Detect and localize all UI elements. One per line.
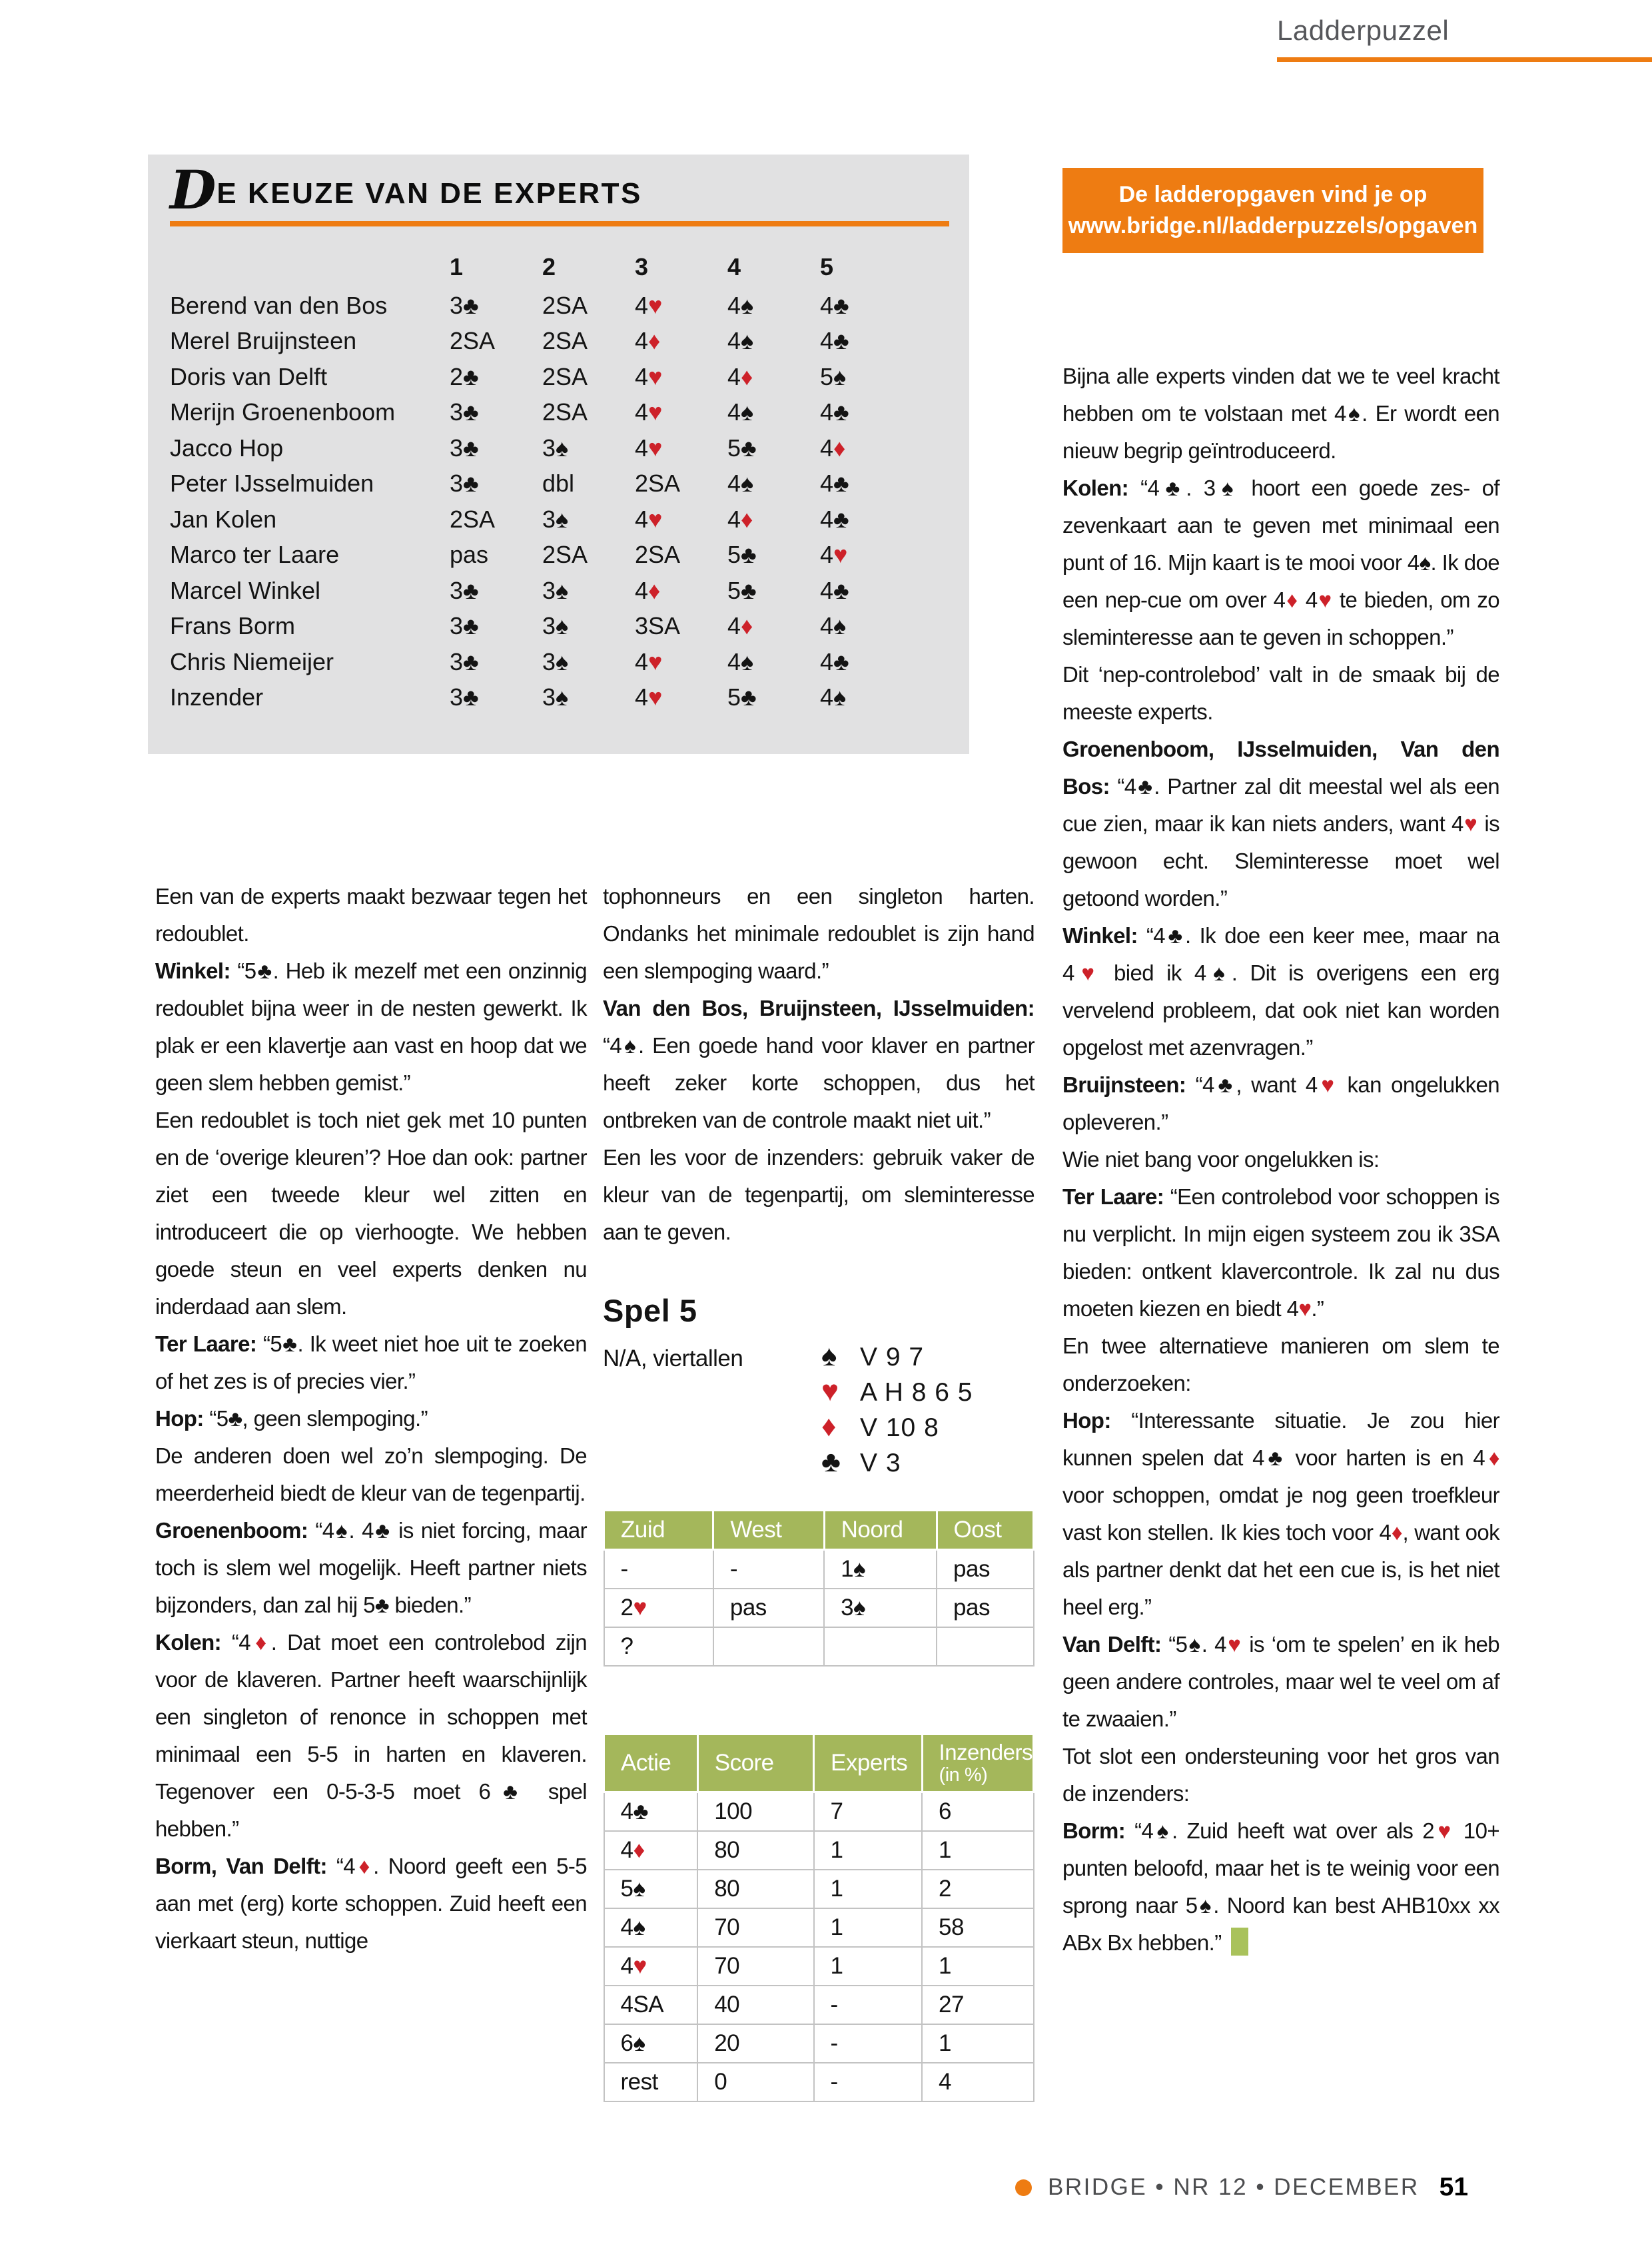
expert-name: Chris Niemeijer: [170, 647, 334, 675]
red-suit-symbol: ♦: [355, 1854, 374, 1878]
results-cell: 100: [697, 1792, 813, 1832]
experts-panel: [148, 155, 969, 754]
red-suit-symbol: ♦: [633, 1837, 645, 1863]
paragraph: Bijna alle experts vinden dat we te veel kracht hebben om te volstaan met 4♠. Er wordt een nieuw begrip geïntroduceerd.: [1062, 364, 1499, 463]
speaker-name: Winkel:: [155, 958, 230, 983]
suit-icon: ♣: [821, 1445, 841, 1478]
expert-row: [170, 609, 969, 645]
speaker-name: Groenenboom, IJsselmuiden, Van den Bos:: [1062, 737, 1499, 799]
bid-cell: 3♣: [450, 647, 479, 675]
bid-cell: 4♦: [727, 505, 753, 533]
bid-cell: ?: [604, 1627, 713, 1666]
bid-cell: 3♣: [450, 612, 479, 640]
red-suit-symbol: ♦: [250, 1630, 271, 1655]
bid-cell: 3♣: [450, 470, 479, 498]
paragraph: Een van de experts maakt bezwaar tegen het redoublet.: [155, 884, 587, 946]
bid-cell: 4♦: [727, 612, 753, 640]
bid-round-number: 1: [450, 253, 464, 280]
suit-icon: [821, 1373, 860, 1410]
expert-name: Berend van den Bos: [170, 291, 388, 319]
expert-row: [170, 573, 969, 609]
expert-name: Jan Kolen: [170, 505, 277, 533]
speaker-name: Borm, Van Delft:: [155, 1854, 327, 1878]
bid-cell: 4♠: [727, 470, 754, 498]
red-suit-symbol: ♥: [633, 1595, 647, 1621]
bid-cell: [713, 1627, 824, 1666]
seat-header: Noord: [824, 1511, 937, 1550]
bid-cell: 1♠: [824, 1550, 937, 1589]
expert-row: [170, 680, 969, 716]
expert-row: [170, 538, 969, 573]
results-cell: 0: [697, 2063, 813, 2101]
bid-cell: -: [604, 1550, 713, 1589]
speaker-name: Kolen:: [1062, 476, 1129, 500]
results-cell: 58: [922, 1908, 1033, 1947]
bid-round-number: 4: [727, 253, 741, 280]
bid-cell: 5♣: [727, 576, 757, 604]
expert-name: Merel Bruijnsteen: [170, 327, 357, 355]
bid-cell: 2SA: [450, 505, 496, 533]
results-cell: 1: [814, 1870, 922, 1908]
red-suit-symbol: ♥: [821, 1375, 839, 1407]
red-suit-symbol: ♦: [1285, 587, 1299, 612]
bid-cell: pas: [713, 1589, 824, 1627]
hand-cards: A H 8 6 5: [860, 1378, 973, 1407]
magazine-issue: BRIDGE • NR 12 • DECEMBER: [1048, 2174, 1420, 2200]
results-cell: -: [814, 2024, 922, 2063]
results-row: [604, 1870, 1034, 1908]
results-cell: 80: [697, 1870, 813, 1908]
results-row: [604, 1908, 1034, 1947]
results-cell: 20: [697, 2024, 813, 2063]
bid-cell: 4♥: [635, 647, 663, 675]
paragraph: Dit ‘nep-controlebod’ valt in de smaak bij de meeste experts.: [1062, 662, 1499, 724]
bid-cell: 2SA: [542, 398, 588, 426]
paragraph: Groenenboom, IJsselmuiden, Van den Bos: “4♣. Partner zal dit meestal wel als een cue zien, maar ik kan niets anders, want 4♥ is gewoon echt. Sleminteresse moet wel getoond worden.”: [1062, 737, 1500, 911]
bid-cell: 4♦: [635, 576, 661, 604]
bid-cell: 4♥: [635, 362, 663, 390]
results-cell: 6♠: [604, 2024, 698, 2063]
results-row: [604, 1986, 1034, 2024]
text-column-left: [155, 878, 587, 1960]
results-cell: 1: [814, 1947, 922, 1986]
red-suit-symbol: ♦: [648, 327, 661, 355]
deal-section: [603, 1292, 1034, 2102]
bid-cell: -: [713, 1550, 824, 1589]
running-head: [1277, 15, 1652, 62]
deal-info: [603, 1340, 1034, 1479]
bid-cell: 4♠: [727, 647, 754, 675]
bid-cell: 3♠: [542, 576, 569, 604]
results-cell: rest: [604, 2063, 698, 2101]
red-suit-symbol: ♥: [648, 291, 663, 319]
paragraph: Borm, Van Delft: “4♦. Noord geeft een 5-5 aan met (erg) korte schoppen. Zuid heeft een vierkaart steun, nuttige: [155, 1854, 588, 1953]
paragraph: Een redoublet is toch niet gek met 10 punten en de ‘overige kleuren’? Hoe dan ook: partner ziet een tweede kleur wel zitten en introduceert die op vierhoogte. We hebben goede steun en veel experts denken nu inderdaad aan slem.: [155, 1108, 587, 1319]
bid-cell: 3♠: [542, 683, 569, 711]
results-cell: 40: [697, 1986, 813, 2024]
middle-paragraphs: [603, 878, 1034, 1251]
results-cell: 1: [814, 1831, 922, 1870]
results-cell: 2: [922, 1870, 1033, 1908]
expert-name: Inzender: [170, 683, 264, 711]
bid-cell: 2SA: [635, 470, 681, 498]
results-cell: 70: [697, 1947, 813, 1986]
results-cell: 1: [922, 1947, 1033, 1986]
paragraph: Hop: “Interessante situatie. Je zou hier kunnen spelen dat 4♣ voor harten is en 4♦ voor schoppen, omdat je nog geen troefkleur vast kon stellen. Ik kies toch voor 4♦, want ook als partner denkt dat het een cue is, is het niet heel erg.”: [1062, 1408, 1500, 1619]
results-cell: 1: [814, 1908, 922, 1947]
expert-name: Doris van Delft: [170, 362, 328, 390]
red-suit-symbol: ♥: [1317, 1072, 1338, 1097]
paragraph: Bruijnsteen: “4♣, want 4♥ kan ongelukken opleveren.”: [1062, 1072, 1499, 1134]
text-column-middle: [603, 878, 1034, 2102]
bidding-header-row: [604, 1511, 1034, 1550]
hand-suit-row: [821, 1443, 973, 1479]
bid-cell: 4♥: [635, 683, 663, 711]
deal-title: Spel 5: [603, 1293, 697, 1328]
expert-name: Marco ter Laare: [170, 541, 340, 569]
results-header: Experts: [814, 1734, 922, 1792]
north-hand: [821, 1337, 973, 1479]
paragraph: Groenenboom: “4♠. 4♣ is niet forcing, maar toch is slem wel mogelijk. Heeft partner niets bijzonders, dan zal hij 5♣ bieden.”: [155, 1518, 587, 1617]
experts-table: [170, 246, 969, 715]
expert-row: [170, 430, 969, 466]
results-cell: 4♣: [604, 1792, 698, 1832]
bid-cell: 3♠: [542, 647, 569, 675]
red-suit-symbol: ♦: [821, 1410, 837, 1443]
speaker-name: Van den Bos, Bruijnsteen, IJsselmuiden:: [603, 996, 1034, 1020]
hand-suit-row: [821, 1337, 973, 1373]
bid-cell: 4♣: [820, 647, 849, 675]
red-suit-symbol: ♥: [1298, 1296, 1312, 1321]
ladder-info-box: [1062, 168, 1483, 253]
expert-row: [170, 502, 969, 538]
seat-header: Oost: [937, 1511, 1033, 1550]
bid-cell: 3♠: [824, 1589, 937, 1627]
results-cell: 7: [814, 1792, 922, 1832]
bid-cell: 2♥: [604, 1589, 713, 1627]
paragraph: Kolen: “4♦. Dat moet een controlebod zijn voor de klaveren. Partner heeft waarschijnlijk een singleton of renonce in schoppen met minimaal een 5-5 in harten en klaveren. Tegenover een 0-5-3-5 moet 6♣ spel hebben.”: [155, 1630, 587, 1841]
red-suit-symbol: ♦: [833, 434, 846, 462]
bid-cell: 4♥: [820, 541, 848, 569]
paragraph: Van Delft: “5♠. 4♥ is ‘om te spelen’ en ik heb geen andere controles, maar wel te veel om af te zwaaien.”: [1062, 1632, 1499, 1731]
speaker-name: Kolen:: [155, 1630, 222, 1655]
bid-cell: 3♣: [450, 291, 479, 319]
speaker-name: Van Delft:: [1062, 1632, 1162, 1657]
page-footer: [1015, 2173, 1468, 2202]
paragraph: Ter Laare: “Een controlebod voor schoppen is nu verplicht. In mijn eigen systeem zou ik 3SA bieden: ontkent klavercontrole. Ik zal nu dus moeten kiezen en biedt 4♥.”: [1062, 1184, 1499, 1321]
bid-cell: 4♥: [635, 291, 663, 319]
text-column-right: [1062, 358, 1499, 1962]
bid-cell: dbl: [542, 470, 575, 498]
bid-cell: 2SA: [450, 327, 496, 355]
results-cell: 5♠: [604, 1870, 698, 1908]
bid-cell: 4♦: [727, 362, 753, 390]
speaker-name: Groenenboom:: [155, 1518, 308, 1543]
bid-cell: 3♣: [450, 398, 479, 426]
paragraph: Hop: “5♣, geen slempoging.”: [155, 1406, 428, 1431]
results-header: Score: [697, 1734, 813, 1792]
speaker-name: Hop:: [155, 1406, 204, 1431]
bid-cell: 4♠: [820, 612, 847, 640]
results-row: [604, 1831, 1034, 1870]
article-end-mark: [1231, 1928, 1248, 1956]
bid-cell: 2SA: [542, 291, 588, 319]
red-suit-symbol: ♥: [648, 505, 663, 533]
paragraph: Borm: “4♠. Zuid heeft wat over als 2♥ 10+ punten beloofd, maar het is te weinig voor een sprong naar 5♠. Noord kan best AHB10xx xx ABx Bx hebben.”: [1062, 1818, 1499, 1955]
expert-row: [170, 395, 969, 431]
bid-cell: 5♣: [727, 683, 757, 711]
paragraph: Een les voor de inzenders: gebruik vaker de kleur van de tegenpartij, om sleminteresse aan te geven.: [603, 1145, 1034, 1244]
expert-row: [170, 288, 969, 324]
results-header: Inzenders (in %): [922, 1734, 1033, 1792]
bid-cell: 4♣: [820, 398, 849, 426]
page-number: 51: [1439, 2173, 1469, 2201]
results-cell: -: [814, 1986, 922, 2024]
expert-name: Peter IJsselmuiden: [170, 470, 374, 498]
bid-cell: 2SA: [635, 541, 681, 569]
results-cell: 27: [922, 1986, 1033, 2024]
results-cell: 80: [697, 1831, 813, 1870]
seat-header: West: [713, 1511, 824, 1550]
paragraph: Kolen: “4♣. 3♠ hoort een goede zes- of zevenkaart aan te geven met minimaal een punt of 16. Mijn kaart is te mooi voor 4♠. Ik doe een nep-cue om over 4♦ 4♥ te bieden, om zo sleminteresse aan te geven in schoppen.”: [1062, 476, 1500, 649]
red-suit-symbol: ♦: [1391, 1520, 1403, 1545]
bid-cell: 4♣: [820, 576, 849, 604]
results-cell: 4♦: [604, 1831, 698, 1870]
results-row: [604, 2024, 1034, 2063]
experts-header-row: [170, 246, 969, 288]
hand-cards: V 9 7: [860, 1343, 925, 1371]
bid-cell: 3♠: [542, 434, 569, 462]
red-suit-symbol: ♥: [648, 683, 663, 711]
bid-cell: [824, 1627, 937, 1666]
red-suit-symbol: ♥: [1226, 1632, 1242, 1657]
speaker-name: Hop:: [1062, 1408, 1111, 1433]
expert-row: [170, 644, 969, 680]
seat-header: Zuid: [604, 1511, 713, 1550]
bid-cell: 4♥: [635, 398, 663, 426]
bid-round-number: 2: [542, 253, 556, 280]
bid-cell: 3♠: [542, 505, 569, 533]
results-cell: 4♥: [604, 1947, 698, 1986]
results-row: [604, 1792, 1034, 1832]
bid-cell: 2SA: [542, 362, 588, 390]
expert-row: [170, 324, 969, 360]
bid-cell: pas: [450, 541, 489, 569]
bid-cell: 2SA: [542, 327, 588, 355]
red-suit-symbol: ♥: [1463, 811, 1478, 836]
results-header-row: [604, 1734, 1034, 1792]
hand-cards: V 3: [860, 1449, 901, 1477]
results-cell: 1: [922, 1831, 1033, 1870]
dealer-vulnerability: N/A, viertallen: [603, 1345, 743, 1371]
paragraph: Tot slot een ondersteuning voor het gros van de inzenders:: [1062, 1744, 1499, 1806]
paragraph: tophonneurs en een singleton harten. Ondanks het minimale redoublet is zijn hand een slempoging waard.”: [603, 884, 1034, 983]
bid-cell: 3♠: [542, 612, 569, 640]
results-cell: 1: [922, 2024, 1033, 2063]
speaker-name: Winkel:: [1062, 923, 1138, 948]
expert-name: Marcel Winkel: [170, 576, 321, 604]
orange-rule: [170, 221, 949, 226]
red-suit-symbol: ♥: [1434, 1818, 1454, 1843]
red-suit-symbol: ♥: [648, 398, 663, 426]
suit-icon: ♠: [821, 1339, 837, 1372]
info-line-1: De ladderopgaven vind je op: [1118, 182, 1428, 207]
bid-cell: 3SA: [635, 612, 681, 640]
paragraph: Winkel: “5♣. Heb ik mezelf met een onzinnig redoublet bijna weer in de nesten gewerkt. Ik plak er een klavertje aan vast en hoop dat we geen slem hebben gemist.”: [155, 958, 587, 1095]
bid-cell: 4♣: [820, 291, 849, 319]
red-suit-symbol: ♥: [648, 434, 663, 462]
bid-cell: [937, 1627, 1033, 1666]
bid-cell: 4♥: [635, 434, 663, 462]
hand-cards: V 10 8: [860, 1413, 939, 1442]
expert-name: Frans Borm: [170, 612, 296, 640]
bid-round-number: 5: [820, 253, 834, 280]
results-cell: 4♠: [604, 1908, 698, 1947]
section-label: Ladderpuzzel: [1277, 15, 1449, 46]
paragraph: En twee alternatieve manieren om slem te onderzoeken:: [1062, 1333, 1499, 1395]
bid-cell: 4♠: [820, 683, 847, 711]
panel-title: [170, 159, 949, 221]
bid-cell: 3♣: [450, 576, 479, 604]
bid-cell: 5♠: [820, 362, 847, 390]
red-suit-symbol: ♥: [1074, 960, 1101, 985]
red-suit-symbol: ♥: [648, 647, 663, 675]
bid-cell: 3♣: [450, 683, 479, 711]
bidding-row: [604, 1550, 1034, 1589]
red-suit-symbol: ♦: [648, 576, 661, 604]
results-cell: -: [814, 2063, 922, 2101]
results-cell: 4SA: [604, 1986, 698, 2024]
bid-cell: pas: [937, 1550, 1033, 1589]
red-suit-symbol: ♥: [648, 362, 663, 390]
red-suit-symbol: ♦: [1485, 1445, 1499, 1470]
bid-cell: 3♣: [450, 434, 479, 462]
bid-cell: 5♣: [727, 541, 757, 569]
bid-cell: 2SA: [542, 541, 588, 569]
bid-cell: 4♣: [820, 327, 849, 355]
speaker-name: Bruijnsteen:: [1062, 1072, 1186, 1097]
red-suit-symbol: ♦: [741, 612, 753, 640]
speaker-name: Ter Laare:: [1062, 1184, 1164, 1209]
bidding-row: [604, 1589, 1034, 1627]
results-cell: 70: [697, 1908, 813, 1947]
bid-cell: pas: [937, 1589, 1033, 1627]
bid-cell: 4♠: [727, 398, 754, 426]
results-header: Actie: [604, 1734, 698, 1792]
suit-icon: [821, 1408, 860, 1445]
expert-row: [170, 466, 969, 502]
bid-cell: 4♣: [820, 470, 849, 498]
hand-suit-row: [821, 1408, 973, 1443]
speaker-name: Borm:: [1062, 1818, 1126, 1843]
bidding-row: [604, 1627, 1034, 1666]
bidding-table: [603, 1509, 1034, 1667]
footer-dot-icon: [1015, 2179, 1032, 2196]
bid-cell: 4♠: [727, 327, 754, 355]
bid-cell: 5♣: [727, 434, 757, 462]
results-cell: 4: [922, 2063, 1033, 2101]
red-suit-symbol: ♥: [833, 541, 848, 569]
bid-cell: 4♦: [820, 434, 846, 462]
results-row: [604, 1947, 1034, 1986]
results-cell: 6: [922, 1792, 1033, 1832]
paragraph: Ter Laare: “5♣. Ik weet niet hoe uit te zoeken of het zes is of precies vier.”: [155, 1331, 587, 1393]
hand-suit-row: [821, 1373, 973, 1408]
red-suit-symbol: ♥: [1317, 587, 1333, 612]
red-suit-symbol: ♦: [741, 505, 753, 533]
bid-round-number: 3: [635, 253, 649, 280]
panel-title-rest: E KEUZE VAN DE EXPERTS: [216, 177, 642, 210]
paragraph: De anderen doen wel zo’n slempoging. De meerderheid biedt de kleur van de tegenpartij.: [155, 1443, 587, 1505]
results-table: [603, 1733, 1034, 2102]
bid-cell: 4♥: [635, 505, 663, 533]
panel-title-initial: D: [170, 159, 216, 221]
expert-name: Jacco Hop: [170, 434, 284, 462]
red-suit-symbol: ♥: [633, 1953, 647, 1979]
paragraph: Winkel: “4♣. Ik doe een keer mee, maar na 4♥ bied ik 4♠. Dit is overigens een erg vervelend probleem, dat ook niet kan worden opgelost met azenvragen.”: [1062, 923, 1499, 1060]
bid-cell: 4♠: [727, 291, 754, 319]
expert-row: [170, 359, 969, 395]
results-row: [604, 2063, 1034, 2101]
bid-cell: 2♣: [450, 362, 479, 390]
bid-cell: 4♦: [635, 327, 661, 355]
expert-name: Merijn Groenenboom: [170, 398, 396, 426]
paragraph: Van den Bos, Bruijnsteen, IJsselmuiden: “4♠. Een goede hand voor klaver en partner heeft zeker korte schoppen, dus het ontbreken van de controle maakt niet uit.”: [603, 996, 1034, 1132]
info-line-2: www.bridge.nl/ladderpuzzels/opgaven: [1068, 213, 1478, 238]
speaker-name: Ter Laare:: [155, 1331, 257, 1356]
paragraph: Wie niet bang voor ongelukken is:: [1062, 1147, 1380, 1172]
bid-cell: 4♣: [820, 505, 849, 533]
red-suit-symbol: ♦: [741, 362, 753, 390]
